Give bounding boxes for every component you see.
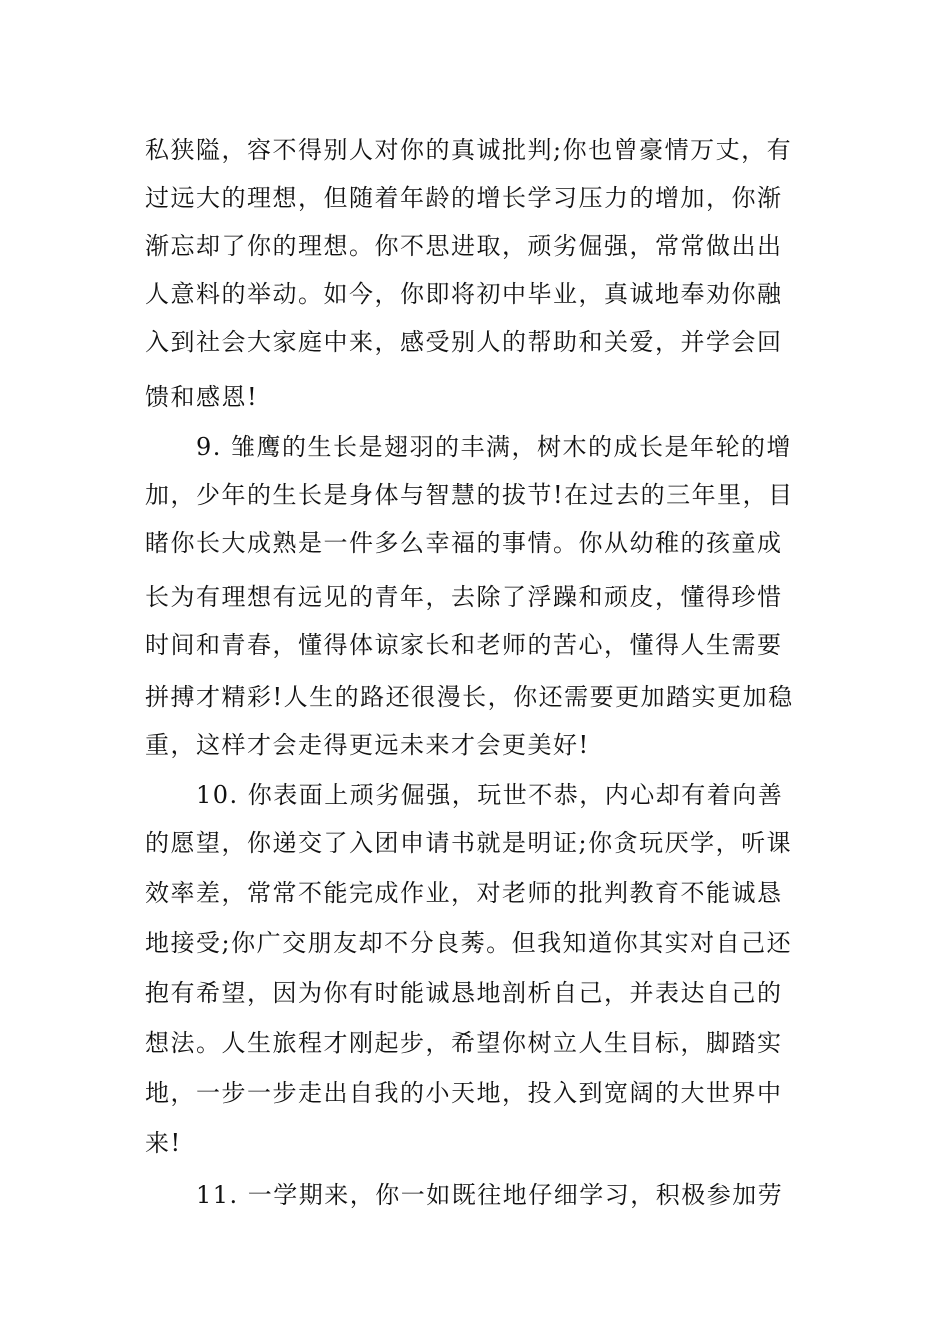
text-line: 时间和青春，懂得体谅家长和老师的苦心，懂得人生需要 — [145, 631, 783, 659]
text-line: 渐忘却了你的理想。你不思进取，顽劣倔强，常常做出出 — [145, 232, 783, 260]
text-line: 长为有理想有远见的青年，去除了浮躁和顽皮，懂得珍惜 — [145, 583, 783, 611]
text-line: 来! — [145, 1129, 182, 1157]
text-line: 馈和感恩! — [145, 383, 259, 411]
paragraph-11-first-line: 11. 一学期来，你一如既往地仔细学习，积极参加劳 — [196, 1181, 784, 1209]
text-line: 效率差，常常不能完成作业，对老师的批判教育不能诚恳 — [145, 879, 783, 907]
text-line: 地接受;你广交朋友却不分良莠。但我知道你其实对自己还 — [145, 929, 793, 957]
text-line: 加，少年的生长是身体与智慧的拔节!在过去的三年里，目 — [145, 481, 794, 509]
text-line: 人意料的举动。如今，你即将初中毕业，真诚地奉劝你融 — [145, 280, 783, 308]
text-line: 睹你长大成熟是一件多么幸福的事情。你从幼稚的孩童成 — [145, 529, 783, 557]
text-line: 入到社会大家庭中来，感受别人的帮助和关爱，并学会回 — [145, 328, 783, 356]
text-line: 想法。人生旅程才刚起步，希望你树立人生目标，脚踏实 — [145, 1029, 783, 1057]
text-line: 的愿望，你递交了入团申请书就是明证;你贪玩厌学，听课 — [145, 829, 793, 857]
text-line: 私狭隘，容不得别人对你的真诚批判;你也曾豪情万丈，有 — [145, 136, 793, 164]
text-line: 重，这样才会走得更远未来才会更美好! — [145, 731, 590, 759]
paragraph-9-first-line: 9. 雏鹰的生长是翅羽的丰满，树木的成长是年轮的增 — [196, 433, 793, 461]
text-line: 抱有希望，因为你有时能诚恳地剖析自己，并表达自己的 — [145, 979, 783, 1007]
text-line: 拼搏才精彩!人生的路还很漫长，你还需要更加踏实更加稳 — [145, 683, 794, 711]
text-line: 过远大的理想，但随着年龄的增长学习压力的增加，你渐 — [145, 184, 783, 212]
text-line: 地，一步一步走出自我的小天地，投入到宽阔的大世界中 — [145, 1079, 783, 1107]
paragraph-10-first-line: 10. 你表面上顽劣倔强，玩世不恭，内心却有着向善 — [196, 781, 784, 809]
